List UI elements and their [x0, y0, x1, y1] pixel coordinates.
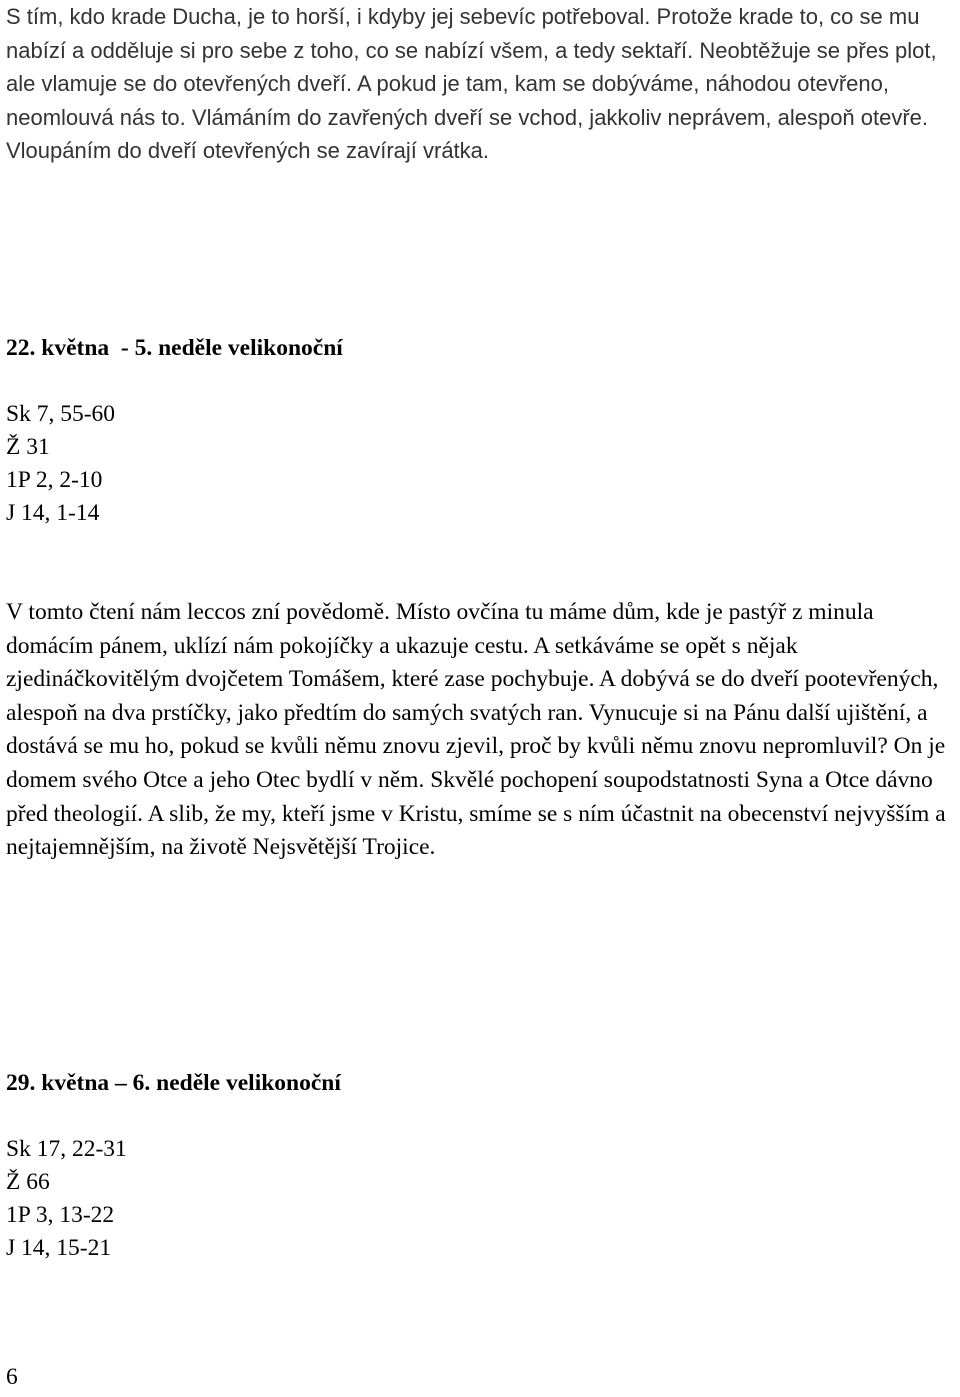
section-heading-may-29: 29. května – 6. neděle velikonoční	[6, 1070, 341, 1096]
reading-psalm: Ž 31	[6, 434, 50, 460]
reading-epistle: 1P 2, 2-10	[6, 467, 103, 493]
intro-paragraph: S tím, kdo krade Ducha, je to horší, i kdyby jej sebevíc potřeboval. Protože krade to, co se mu nabízí a odděluje si pro sebe z toho, co se nabízí všem, a tedy sektaří. Neobtěžuje se přes plot, ale vlamuje se do otevřených dveří. A pokud je tam, kam se dobýváme, náhodou otevřeno, neomlouvá nás to. Vlámáním do zavřených dveří se vchod, jakkoliv neprávem, alespoň otevře. Vloupáním do dveří otevřených se zavírají vrátka.	[6, 4, 937, 164]
readings-list-may-29	[6, 1133, 127, 1265]
reading-epistle: 1P 3, 13-22	[6, 1202, 115, 1228]
reading-acts: Sk 7, 55-60	[6, 401, 116, 427]
readings-list-may-22	[6, 398, 115, 530]
reading-psalm: Ž 66	[6, 1169, 50, 1195]
section-heading-may-22: 22. května - 5. neděle velikonoční	[6, 335, 343, 361]
commentary-paragraph: V tomto čtení nám leccos zní povědomě. Místo ovčína tu máme dům, kde je pastýř z minula domácím pánem, uklízí nám pokojíčky a ukazuje cestu. A setkáváme se opět s nějak zjedináčkovitělým dvojčetem Tomášem, které zase pochybuje. A dobývá se do dveří pootevřených, alespoň na dva prstíčky, jako předtím do samých svatých ran. Vynucuje si na Pánu další ujištění, a dostává se mu ho, pokud se kvůli němu znovu zjevil, proč by kvůli němu znovu nepromluvil? On je domem svého Otce a jeho Otec bydlí v něm. Skvělé pochopení soupodstatnosti Syna a Otce dávno před theologií. A slib, že my, kteří jsme v Kristu, smíme se s ním účastnit na obecenství nejvyšším a nejtajemnějším, na životě Nejsvětější Trojice.	[6, 599, 946, 861]
reading-gospel: J 14, 15-21	[6, 1235, 112, 1261]
page-number: 6	[6, 1364, 18, 1390]
reading-gospel: J 14, 1-14	[6, 500, 100, 526]
reading-acts: Sk 17, 22-31	[6, 1136, 127, 1162]
